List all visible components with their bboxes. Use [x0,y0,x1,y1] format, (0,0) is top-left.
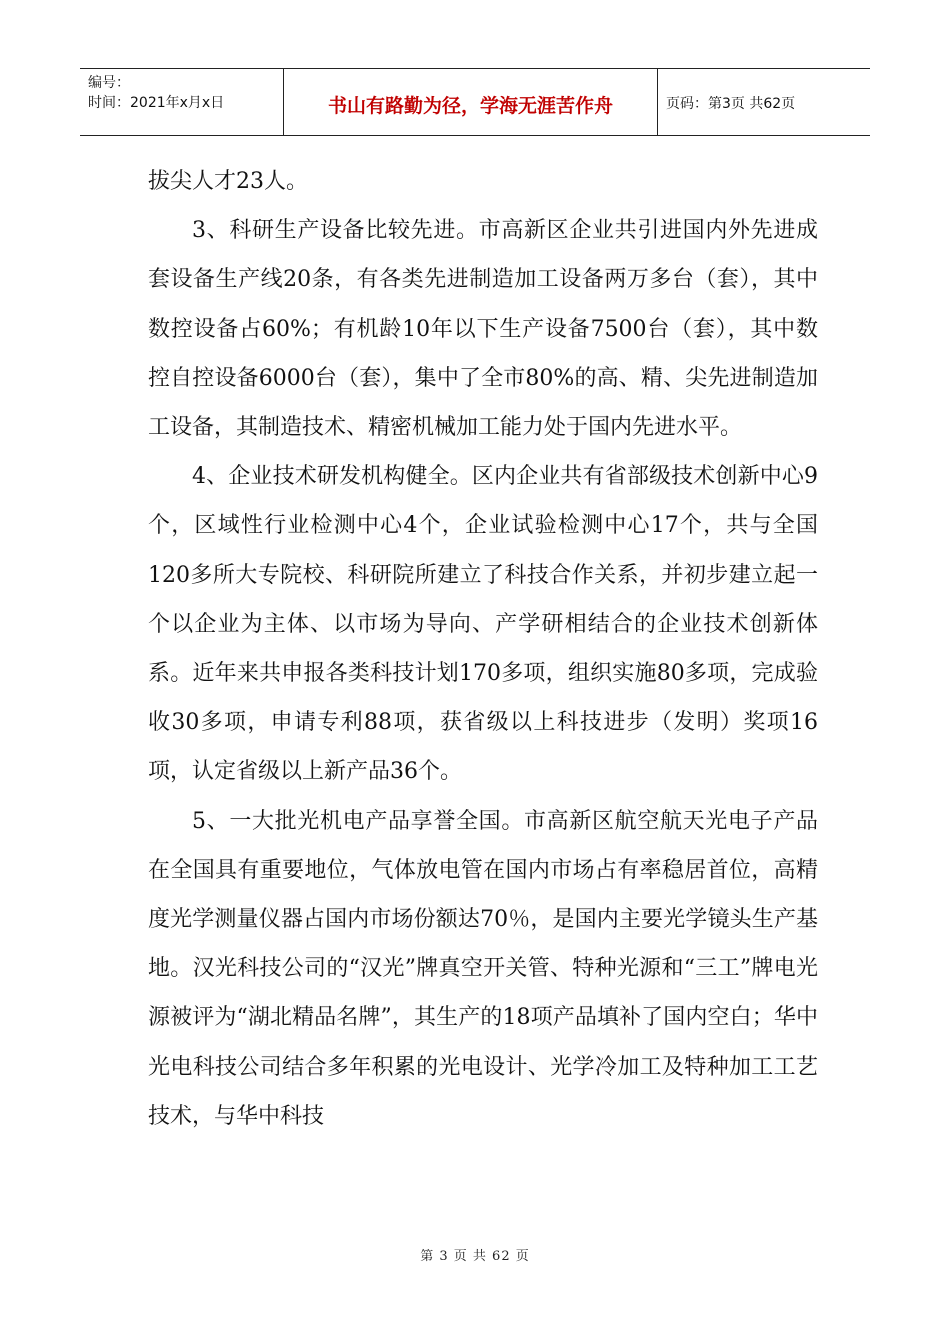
document-body [148,157,818,1141]
paragraph-rnd-institutions: 4、企业技术研发机构健全。区内企业共有省部级技术创新中心9个，区域性行业检测中心4个，企业试验检测中心17个，共与全国120多所大专院校、科研院所建立了科技合作关系，并初步建立起一个以企业为主体、以市场为导向、产学研相结合的企业技术创新体系。近年来共申报各类科技计划170多项，组织实施80多项，完成验收30多项，申请专利88项，获省级以上科技进步（发明）奖项16项，认定省级以上新产品36个。 [148,464,818,785]
page-footer: 第 3 页 共 62 页 [420,1249,530,1264]
header-meta-cell [80,69,284,135]
header-motto: 书山有路勤为径，学海无涯苦作舟 [284,69,658,135]
paragraph-optoelectronic-products: 5、一大批光机电产品享誉全国。市高新区航空航天光电子产品在全国具有重要地位，气体放电管在国内市场占有率稳居首位，高精度光学测量仪器占国内市场份额达70％，是国内主要光学镜头生产基地。汉光科技公司的“汉光”牌真空开关管、特种光源和“三工”牌电光源被评为“湖北精品名牌”，其生产的18项产品填补了国内空白；华中光电科技公司结合多年积累的光电设计、光学冷加工及特种加工工艺技术，与华中科技 [148,808,818,1129]
header-page-info: 页码：第3页 共62页 [666,96,796,112]
page-header [80,68,870,136]
document-number-label: 编号： [88,75,130,91]
paragraph-equipment: 3、科研生产设备比较先进。市高新区企业共引进国内外先进成套设备生产线20条，有各类先进制造加工设备两万多台（套），其中数控设备占60%；有机龄10年以下生产设备7500台（套），其中数控自控设备6000台（套），集中了全市80%的高、精、尖先进制造加工设备，其制造技术、精密机械加工能力处于国内先进水平。 [148,218,818,441]
document-date-label: 时间：2021年x月x日 [88,95,225,111]
paragraph-continuation: 拔尖人才23人。 [148,169,308,194]
